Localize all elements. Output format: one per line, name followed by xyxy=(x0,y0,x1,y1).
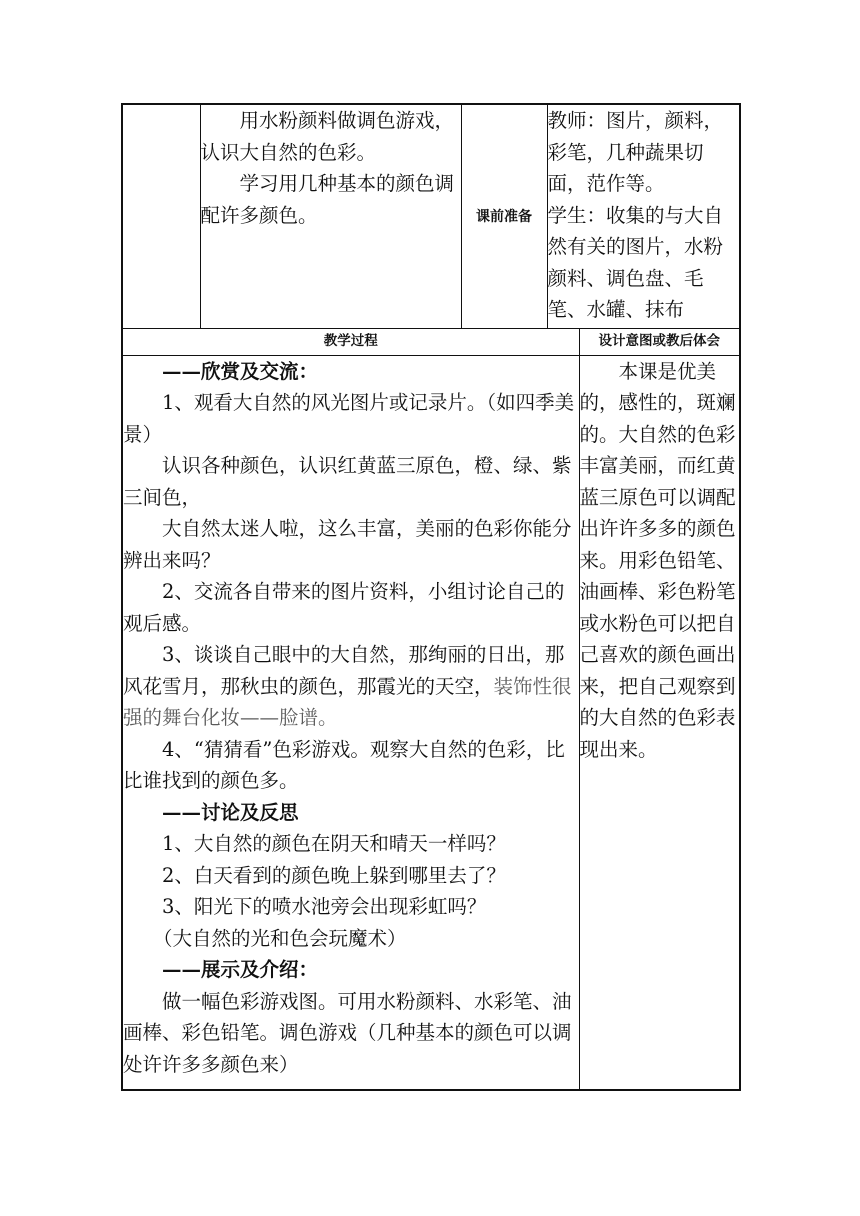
design-note: 本课是优美的，感性的，斑斓的。大自然的色彩丰富美丽，而红黄蓝三原色可以调配出许许多多的颜色来。用彩色铅笔、油画棒、彩色粉笔或水粉色可以把自己喜欢的颜色画出来，把自己观察到的大自然的色彩表现出来。 xyxy=(579,359,736,761)
process-row xyxy=(122,355,740,1090)
process-header: 教学过程 xyxy=(122,328,579,355)
process-text-gray: 装饰性很强的舞台化妆——脸谱。 xyxy=(123,674,572,729)
prep-cell xyxy=(547,104,740,328)
process-text: 3、谈谈自己眼中的大自然，那绚丽的日出，那风花雪月，那秋虫的颜色，那霞光的天空， xyxy=(123,643,565,698)
process-paragraph xyxy=(123,639,579,734)
prep-student: 学生：收集的与大自然有关的图片，水粉颜料、调色盘、毛笔、水罐、抹布 xyxy=(547,203,724,321)
design-note-cell xyxy=(579,355,740,1090)
prep-teacher: 教师：图片，颜料，彩笔，几种蔬果切面，范作等。 xyxy=(547,109,724,195)
header-row xyxy=(122,328,740,355)
process-paragraph: 做一幅色彩游戏图。可用水粉颜料、水彩笔、油画棒、彩色铅笔。调色游戏（几种基本的颜色可以调处许许多多颜色来） xyxy=(123,989,572,1076)
process-paragraph: 3、阳光下的喷水池旁会出现彩虹吗？ xyxy=(162,895,487,918)
section-title: ——展示及介绍： xyxy=(162,958,319,981)
process-paragraph: （大自然的光和色会玩魔术） xyxy=(153,926,407,950)
empty-label-cell xyxy=(122,104,200,328)
process-paragraph: 2、白天看到的颜色晚上躲到哪里去了？ xyxy=(162,863,506,887)
design-header: 设计意图或教后体会 xyxy=(579,328,740,355)
objectives-row xyxy=(122,104,740,328)
objective-paragraph: 学习用几种基本的颜色调配许多颜色。 xyxy=(200,172,455,227)
objective-paragraph: 用水粉颜料做调色游戏，认识大自然的色彩。 xyxy=(200,109,455,164)
prep-label: 课前准备 xyxy=(461,104,547,328)
objectives-cell xyxy=(200,104,461,328)
section-title: ——讨论及反思 xyxy=(162,800,299,824)
process-paragraph: 4、“猜猜看”色彩游戏。观察大自然的色彩，比比谁找到的颜色多。 xyxy=(123,737,565,792)
process-paragraph: 1、观看大自然的风光图片或记录片。（如四季美景） xyxy=(123,391,575,446)
process-paragraph: 1、大自然的颜色在阴天和晴天一样吗？ xyxy=(162,832,506,855)
process-paragraph: 认识各种颜色，认识红黄蓝三原色，橙、绿、紫三间色， xyxy=(123,454,572,509)
section-title: ——欣赏及交流： xyxy=(162,359,319,383)
process-paragraph: 大自然太迷人啦，这么丰富，美丽的色彩你能分辨出来吗？ xyxy=(123,517,572,572)
process-cell xyxy=(122,355,579,1090)
process-paragraph: 2、交流各自带来的图片资料，小组讨论自己的观后感。 xyxy=(123,580,565,635)
lesson-plan-table xyxy=(121,103,741,1091)
